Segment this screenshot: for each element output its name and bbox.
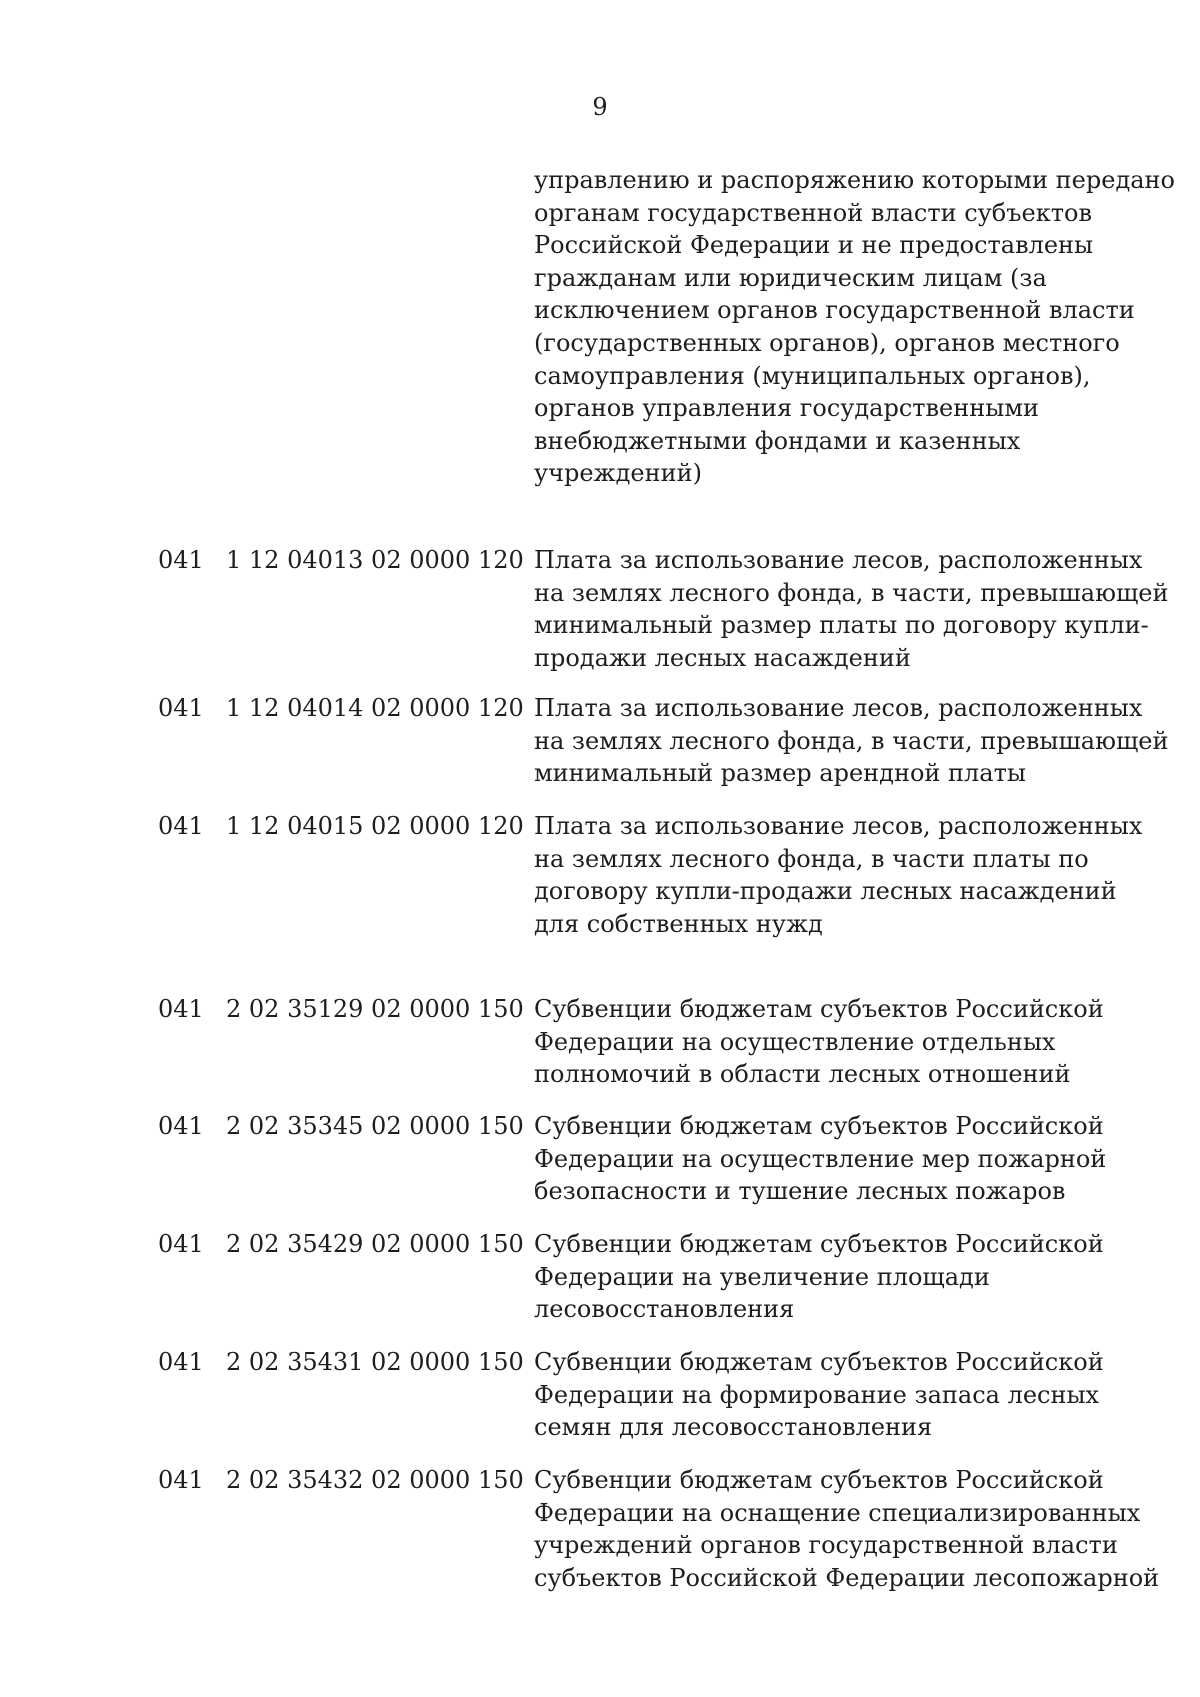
budget-code: 2 02 35432 02 0000 150 xyxy=(226,1466,524,1494)
description-line: Федерации на формирование запаса лесных xyxy=(534,1380,1100,1409)
row-description xyxy=(534,1346,1154,1444)
row-description xyxy=(534,1228,1154,1326)
budget-code: 2 02 35345 02 0000 150 xyxy=(226,1112,524,1140)
intro-line: Российской Федерации и не предоставлены xyxy=(534,231,1094,260)
admin-code: 041 xyxy=(158,1466,204,1494)
row-description xyxy=(534,810,1154,940)
row-description xyxy=(534,692,1169,790)
description-line: Субвенции бюджетам субъектов Российской xyxy=(534,995,1104,1023)
row-description xyxy=(534,1110,1154,1208)
budget-code: 2 02 35129 02 0000 150 xyxy=(226,995,524,1023)
intro-line: внебюджетными фондами и казенных xyxy=(534,426,1021,455)
description-line: Субвенции бюджетам субъектов Российской xyxy=(534,1348,1104,1376)
admin-code: 041 xyxy=(158,812,204,840)
admin-code: 041 xyxy=(158,546,204,574)
row-description xyxy=(534,544,1169,674)
description-line: Федерации на увеличение площади xyxy=(534,1262,990,1291)
description-line: лесовосстановления xyxy=(534,1295,795,1324)
intro-line: гражданам или юридическим лицам (за xyxy=(534,263,1047,292)
description-line: для собственных нужд xyxy=(534,909,823,938)
description-line: Плата за использование лесов, расположенных xyxy=(534,694,1143,722)
description-line: договору купли-продажи лесных насаждений xyxy=(534,877,1117,906)
intro-line: самоуправления (муниципальных органов), xyxy=(534,361,1091,390)
description-line: Федерации на осуществление мер пожарной xyxy=(534,1144,1107,1173)
description-line: Федерации на осуществление отдельных xyxy=(534,1027,1056,1056)
row-description xyxy=(534,993,1154,1091)
budget-code: 1 12 04013 02 0000 120 xyxy=(226,546,524,574)
description-line: Субвенции бюджетам субъектов Российской xyxy=(534,1112,1104,1140)
budget-code: 1 12 04014 02 0000 120 xyxy=(226,694,524,722)
intro-line: учреждений) xyxy=(534,459,702,488)
description-line: Субвенции бюджетам субъектов Российской xyxy=(534,1230,1104,1258)
description-line: учреждений органов государственной власти xyxy=(534,1531,1118,1560)
intro-continuation xyxy=(534,164,1175,490)
description-line: субъектов Российской Федерации лесопожарной xyxy=(534,1563,1160,1592)
description-line: на землях лесного фонда, в части платы по xyxy=(534,844,1089,873)
description-line: Федерации на оснащение специализированных xyxy=(534,1498,1141,1527)
intro-line: органов управления государственными xyxy=(534,394,1040,423)
intro-line: исключением органов государственной власти xyxy=(534,296,1135,325)
description-line: на землях лесного фонда, в части, превышающей xyxy=(534,726,1169,755)
description-line: продажи лесных насаждений xyxy=(534,643,911,672)
admin-code: 041 xyxy=(158,694,204,722)
description-line: на землях лесного фонда, в части, превышающей xyxy=(534,578,1169,607)
page-number: 9 xyxy=(592,93,608,121)
description-line: Плата за использование лесов, расположенных xyxy=(534,812,1143,840)
intro-line: органам государственной власти субъектов xyxy=(534,198,1092,227)
intro-line: управлению и распоряжению которыми передано xyxy=(534,166,1175,194)
budget-code: 2 02 35429 02 0000 150 xyxy=(226,1230,524,1258)
description-line: безопасности и тушение лесных пожаров xyxy=(534,1177,1066,1206)
intro-line: (государственных органов), органов местного xyxy=(534,328,1120,357)
description-line: семян для лесовосстановления xyxy=(534,1413,933,1442)
admin-code: 041 xyxy=(158,1112,204,1140)
admin-code: 041 xyxy=(158,1348,204,1376)
budget-code: 2 02 35431 02 0000 150 xyxy=(226,1348,524,1376)
description-line: Субвенции бюджетам субъектов Российской xyxy=(534,1466,1104,1494)
description-line: минимальный размер арендной платы xyxy=(534,759,1026,788)
admin-code: 041 xyxy=(158,1230,204,1258)
admin-code: 041 xyxy=(158,995,204,1023)
row-description xyxy=(534,1464,1160,1594)
budget-code: 1 12 04015 02 0000 120 xyxy=(226,812,524,840)
description-line: минимальный размер платы по договору купли- xyxy=(534,611,1149,640)
description-line: Плата за использование лесов, расположенных xyxy=(534,546,1143,574)
description-line: полномочий в области лесных отношений xyxy=(534,1060,1071,1089)
